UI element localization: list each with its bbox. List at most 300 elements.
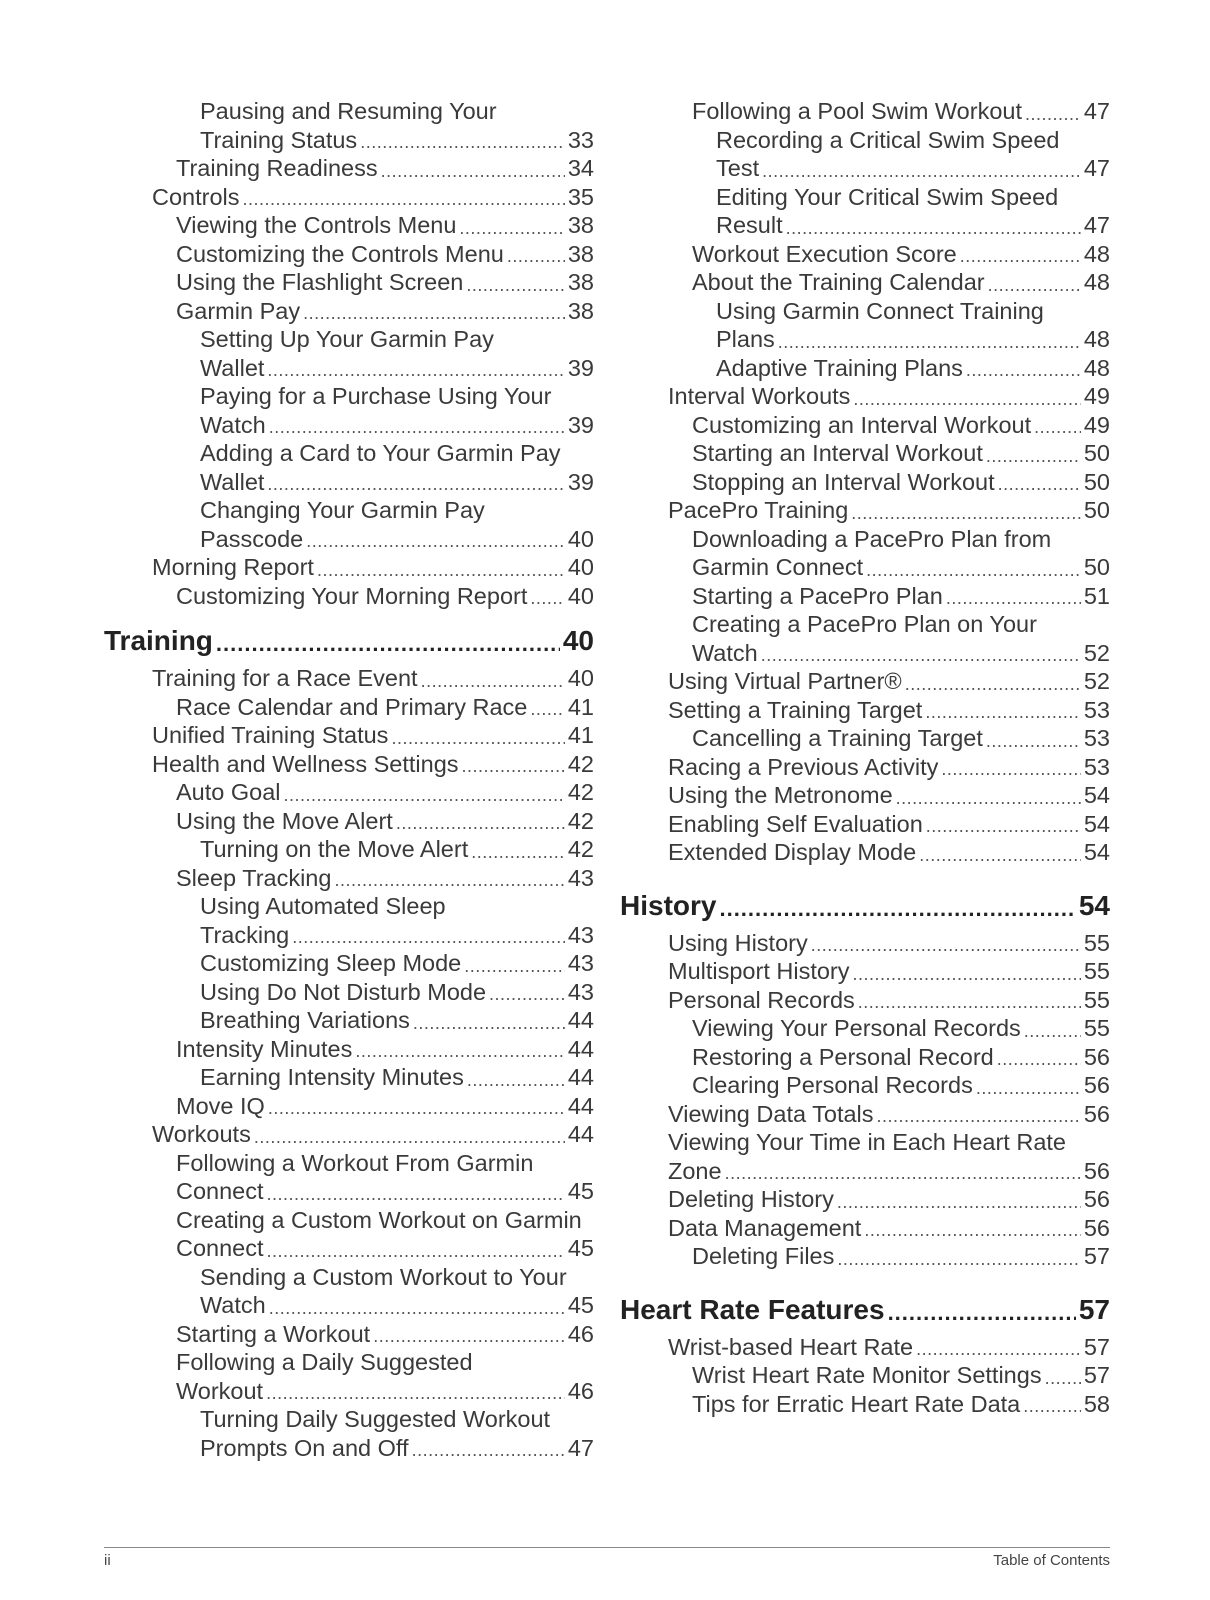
- toc-entry-title: Health and Wellness Settings: [152, 750, 459, 777]
- dot-leader: [360, 130, 565, 154]
- toc-page-number: 43: [567, 921, 594, 948]
- toc-page-number: 50: [1083, 554, 1110, 580]
- toc-page-number: 43: [567, 950, 594, 976]
- toc-page-number: 47: [1083, 155, 1110, 181]
- toc-page-number: 38: [567, 269, 594, 295]
- toc-entry-title: History: [620, 889, 717, 921]
- toc-page-number: 38: [567, 240, 594, 267]
- toc-page-number: 55: [1083, 986, 1110, 1013]
- dot-leader: [413, 1011, 565, 1035]
- toc-entry-title: Training Readiness: [176, 155, 378, 181]
- toc-entry[interactable]: [104, 892, 594, 949]
- toc-entry-title: Result: [716, 212, 783, 238]
- toc-entry[interactable]: [620, 297, 1110, 354]
- dot-leader: [786, 216, 1081, 240]
- toc-page-number: 57: [1078, 1293, 1110, 1325]
- toc-page-number: 40: [562, 625, 594, 656]
- toc-page-number: 42: [567, 807, 594, 834]
- toc-page-number: 45: [567, 1235, 594, 1261]
- toc-entry[interactable]: [620, 1128, 1110, 1185]
- dot-leader: [471, 840, 565, 864]
- dot-leader: [243, 187, 565, 211]
- toc-entry[interactable]: [620, 810, 1110, 839]
- toc-entry-title: Extended Display Mode: [668, 839, 917, 865]
- toc-entry-title: Viewing Data Totals: [668, 1100, 874, 1127]
- dot-leader: [851, 501, 1081, 525]
- toc-page-number: 56: [1083, 1157, 1110, 1184]
- toc-entry[interactable]: [104, 382, 594, 439]
- dot-leader: [284, 783, 565, 807]
- dot-leader: [421, 669, 565, 693]
- dot-leader: [267, 1239, 565, 1263]
- dot-leader: [269, 415, 565, 439]
- toc-entry[interactable]: [620, 610, 1110, 667]
- toc-page-number: 43: [567, 864, 594, 891]
- toc-chapter-heading[interactable]: [620, 889, 1110, 923]
- toc-chapter-heading[interactable]: [620, 1293, 1110, 1327]
- toc-entry-title: Tips for Erratic Heart Rate Data: [692, 1390, 1021, 1417]
- toc-entry[interactable]: [104, 211, 594, 240]
- toc-page-number: 52: [1083, 639, 1110, 666]
- toc-page-number: 39: [567, 468, 594, 495]
- toc-entry[interactable]: [620, 382, 1110, 411]
- dot-leader: [858, 990, 1081, 1014]
- toc-page-number: 54: [1083, 810, 1110, 837]
- footer-section-title: Table of Contents: [993, 1552, 1110, 1569]
- toc-entry[interactable]: [104, 807, 594, 836]
- toc-entry[interactable]: [104, 978, 594, 1007]
- toc-page-number: 33: [567, 126, 594, 153]
- toc-entry[interactable]: [620, 957, 1110, 986]
- toc-entry[interactable]: [104, 1063, 594, 1092]
- toc-entry[interactable]: [620, 1214, 1110, 1243]
- dot-leader: [266, 1381, 565, 1405]
- toc-page-number: 54: [1083, 839, 1110, 865]
- toc-entry-title: Wallet: [200, 468, 265, 495]
- toc-entry[interactable]: [104, 835, 594, 864]
- toc-entry[interactable]: [104, 325, 594, 382]
- toc-page-number: 51: [1083, 582, 1110, 609]
- toc-entry[interactable]: [620, 183, 1110, 240]
- toc-entry[interactable]: [620, 929, 1110, 958]
- toc-page-number: 50: [1083, 440, 1110, 466]
- dot-leader: [919, 843, 1081, 867]
- toc-entry-title: Unified Training Status: [152, 722, 389, 748]
- toc-entry-title: Customizing the Controls Menu: [176, 240, 504, 267]
- toc-page-number: 40: [567, 582, 594, 609]
- dot-leader: [530, 586, 564, 610]
- toc-page-number: 50: [1083, 468, 1110, 495]
- dot-leader: [837, 1247, 1080, 1271]
- toc-entry-title: Starting a Workout: [176, 1320, 371, 1347]
- dot-leader: [877, 1104, 1081, 1128]
- dot-leader: [986, 729, 1081, 753]
- toc-page-number: 42: [567, 750, 594, 777]
- toc-page-number: 45: [567, 1292, 594, 1318]
- toc-entry-title: Using the Metronome: [668, 782, 893, 808]
- toc-entry-title: Deleting History: [668, 1186, 834, 1212]
- toc-entry[interactable]: [620, 838, 1110, 867]
- toc-entry-title-line: Changing Your Garmin Pay: [200, 497, 485, 523]
- toc-entry-title-line: Viewing Your Time in Each Heart Rate: [668, 1129, 1066, 1155]
- toc-entry[interactable]: [620, 525, 1110, 582]
- toc-entry[interactable]: [104, 721, 594, 750]
- toc-entry-title: Turning on the Move Alert: [200, 836, 469, 862]
- toc-entry[interactable]: [104, 183, 594, 212]
- toc-entry[interactable]: [104, 1006, 594, 1035]
- toc-entry[interactable]: [104, 750, 594, 779]
- toc-entry-title: Multisport History: [668, 958, 850, 984]
- dot-leader: [1023, 1394, 1081, 1418]
- toc-entry-title: Wrist-based Heart Rate: [668, 1333, 914, 1360]
- toc-page-number: 48: [1083, 269, 1110, 295]
- dot-leader: [896, 786, 1081, 810]
- toc-page-number: 41: [567, 693, 594, 720]
- dot-leader: [719, 895, 1075, 923]
- dot-leader: [916, 1337, 1081, 1361]
- toc-entry-title-line: Editing Your Critical Swim Speed: [716, 183, 1059, 210]
- dot-leader: [334, 868, 564, 892]
- toc-entry[interactable]: [620, 1043, 1110, 1072]
- dot-leader: [466, 273, 564, 297]
- toc-entry-title: Using the Move Alert: [176, 807, 393, 834]
- toc-entry[interactable]: [620, 496, 1110, 525]
- toc-page-number: 57: [1083, 1362, 1110, 1388]
- toc-entry-title-line: Paying for a Purchase Using Your: [200, 383, 552, 409]
- dot-leader: [811, 933, 1081, 957]
- dot-leader: [925, 700, 1081, 724]
- toc-left-column: [104, 97, 594, 1462]
- toc-entry[interactable]: [104, 778, 594, 807]
- toc-entry[interactable]: [620, 268, 1110, 297]
- toc-entry[interactable]: [620, 1390, 1110, 1419]
- dot-leader: [530, 697, 565, 721]
- toc-entry[interactable]: [104, 297, 594, 326]
- dot-leader: [254, 1125, 565, 1149]
- toc-entry[interactable]: [104, 1348, 594, 1405]
- toc-entry[interactable]: [620, 1014, 1110, 1043]
- toc-entry-title: Training for a Race Event: [152, 665, 418, 691]
- toc-entry[interactable]: [620, 667, 1110, 696]
- dot-leader: [355, 1039, 565, 1063]
- toc-entry[interactable]: [104, 268, 594, 297]
- toc-entry[interactable]: [620, 753, 1110, 782]
- dot-leader: [381, 159, 565, 183]
- toc-entry-title-line: Adding a Card to Your Garmin Pay: [200, 440, 561, 466]
- toc-page-number: 49: [1083, 383, 1110, 409]
- toc-page-number: 56: [1083, 1186, 1110, 1212]
- dot-leader: [267, 472, 564, 496]
- toc-entry[interactable]: [620, 240, 1110, 269]
- toc-entry-title: Workout Execution Score: [692, 240, 957, 267]
- toc-page-number: 48: [1083, 326, 1110, 352]
- toc-entry-title-line: Sending a Custom Workout to Your: [200, 1263, 567, 1290]
- toc-entry[interactable]: [620, 1242, 1110, 1271]
- toc-entry-title: Watch: [200, 411, 266, 438]
- toc-page-number: 53: [1083, 725, 1110, 751]
- dot-leader: [303, 301, 565, 325]
- dot-leader: [373, 1324, 565, 1348]
- toc-page-number: 34: [567, 155, 594, 181]
- toc-page-number: 56: [1083, 1214, 1110, 1241]
- dot-leader: [837, 1190, 1081, 1214]
- toc-entry-title-line: Following a Daily Suggested: [176, 1349, 473, 1375]
- toc-page-number: 42: [567, 836, 594, 862]
- toc-page-number: 58: [1083, 1390, 1110, 1417]
- toc-entry-title: Setting a Training Target: [668, 696, 923, 723]
- toc-page-number: 54: [1083, 782, 1110, 808]
- toc-entry-title: PacePro Training: [668, 497, 849, 523]
- toc-entry-title: Using Virtual Partner®: [668, 668, 902, 694]
- toc-entry-title-line: Downloading a PacePro Plan from: [692, 525, 1052, 552]
- toc-entry-title: Passcode: [200, 525, 304, 552]
- dot-leader: [267, 1182, 565, 1206]
- dot-leader: [997, 1047, 1081, 1071]
- toc-page-number: 47: [1083, 98, 1110, 124]
- toc-page-number: 39: [567, 411, 594, 438]
- toc-entry-title: Zone: [668, 1157, 722, 1184]
- dot-leader: [396, 811, 565, 835]
- toc-entry[interactable]: [620, 1361, 1110, 1390]
- toc-entry[interactable]: [104, 1092, 594, 1121]
- toc-entry[interactable]: [620, 1071, 1110, 1100]
- toc-page-number: 52: [1083, 668, 1110, 694]
- toc-entry-title: Customizing an Interval Workout: [692, 411, 1032, 438]
- toc-entry[interactable]: [104, 1320, 594, 1349]
- dot-leader: [966, 358, 1081, 382]
- toc-entry-title: Training: [104, 625, 213, 656]
- toc-entry-title: About the Training Calendar: [692, 269, 985, 295]
- dot-leader: [1025, 102, 1081, 126]
- dot-leader: [464, 954, 565, 978]
- toc-entry-title: Controls: [152, 183, 240, 210]
- toc-entry[interactable]: [620, 126, 1110, 183]
- toc-entry-title: Wallet: [200, 354, 265, 381]
- toc-page-number: 44: [567, 1007, 594, 1033]
- toc-page-number: 49: [1083, 411, 1110, 438]
- dot-leader: [941, 757, 1080, 781]
- toc-entry[interactable]: [104, 664, 594, 693]
- toc-entry[interactable]: [104, 240, 594, 269]
- toc-entry-title: Using Do Not Disturb Mode: [200, 978, 487, 1005]
- toc-entry[interactable]: [104, 439, 594, 496]
- toc-entry[interactable]: [104, 1149, 594, 1206]
- toc-entry-title: Restoring a Personal Record: [692, 1043, 994, 1070]
- dot-leader: [926, 814, 1081, 838]
- toc-page-number: 53: [1083, 696, 1110, 723]
- toc-entry[interactable]: [104, 1120, 594, 1149]
- toc-page-number: 55: [1083, 1015, 1110, 1041]
- toc-page-number: 47: [1083, 212, 1110, 238]
- toc-entry[interactable]: [104, 97, 594, 154]
- toc-entry[interactable]: [104, 949, 594, 978]
- footer-divider: [104, 1547, 1110, 1548]
- toc-entry[interactable]: [620, 724, 1110, 753]
- dot-leader: [888, 1299, 1076, 1327]
- toc-entry-title: Move IQ: [176, 1092, 265, 1119]
- dot-leader: [866, 558, 1081, 582]
- toc-entry-title: Connect: [176, 1178, 264, 1204]
- toc-entry-title: Training Status: [200, 126, 358, 153]
- toc-page-number: 46: [567, 1377, 594, 1404]
- toc-entry-title: Cancelling a Training Target: [692, 725, 983, 751]
- dot-leader: [762, 159, 1081, 183]
- dot-leader: [864, 1218, 1081, 1242]
- toc-entry[interactable]: [104, 864, 594, 893]
- toc-entry-title: Using History: [668, 929, 808, 956]
- toc-page-number: 42: [567, 779, 594, 805]
- dot-leader: [960, 244, 1081, 268]
- toc-page-number: 44: [567, 1064, 594, 1090]
- toc-entry-title-line: Creating a PacePro Plan on Your: [692, 611, 1037, 637]
- toc-page-number: 44: [567, 1121, 594, 1147]
- toc-entry-title: Heart Rate Features: [620, 1293, 885, 1325]
- dot-leader: [267, 358, 564, 382]
- toc-entry[interactable]: [104, 1263, 594, 1320]
- toc-page-number: 45: [567, 1178, 594, 1204]
- dot-leader: [292, 925, 565, 949]
- toc-page-number: 44: [567, 1035, 594, 1062]
- toc-page-number: 50: [1083, 497, 1110, 523]
- toc-entry-title-line: Following a Workout From Garmin: [176, 1149, 534, 1176]
- toc-chapter-heading[interactable]: [104, 624, 594, 658]
- toc-entry-title: Garmin Connect: [692, 554, 864, 580]
- toc-page-number: 57: [1083, 1243, 1110, 1269]
- toc-entry-title: Customizing Your Morning Report: [176, 582, 528, 609]
- dot-leader: [976, 1076, 1081, 1100]
- toc-entry-title: Tracking: [200, 921, 290, 948]
- toc-entry-title: Using the Flashlight Screen: [176, 269, 464, 295]
- toc-entry[interactable]: [620, 1185, 1110, 1214]
- dot-leader: [725, 1161, 1081, 1185]
- toc-entry[interactable]: [104, 1206, 594, 1263]
- toc-entry[interactable]: [104, 496, 594, 553]
- toc-entry[interactable]: [104, 1035, 594, 1064]
- toc-page-number: 48: [1083, 240, 1110, 267]
- dot-leader: [269, 1296, 565, 1320]
- dot-leader: [988, 273, 1081, 297]
- toc-page-number: 56: [1083, 1072, 1110, 1098]
- toc-entry[interactable]: [620, 1333, 1110, 1362]
- toc-page-number: 55: [1083, 958, 1110, 984]
- toc-entry[interactable]: [620, 411, 1110, 440]
- toc-entry[interactable]: [104, 693, 594, 722]
- toc-entry[interactable]: [620, 97, 1110, 126]
- toc-entry-title: Workouts: [152, 1121, 251, 1147]
- toc-entry-title: Personal Records: [668, 986, 855, 1013]
- dot-leader: [489, 982, 565, 1006]
- dot-leader: [507, 244, 565, 268]
- toc-entry-title: Deleting Files: [692, 1243, 835, 1269]
- dot-leader: [946, 586, 1081, 610]
- dot-leader: [467, 1068, 565, 1092]
- toc-entry[interactable]: [620, 354, 1110, 383]
- dot-leader: [905, 672, 1081, 696]
- toc-entry-title: Earning Intensity Minutes: [200, 1064, 464, 1090]
- toc-page-number: 56: [1083, 1043, 1110, 1070]
- toc-entry[interactable]: [620, 468, 1110, 497]
- toc-entry-title: Watch: [200, 1292, 266, 1318]
- toc-entry-title-line: Creating a Custom Workout on Garmin: [176, 1206, 582, 1233]
- toc-entry[interactable]: [620, 1100, 1110, 1129]
- toc-entry-title: Auto Goal: [176, 779, 281, 805]
- toc-entry[interactable]: [620, 781, 1110, 810]
- toc-entry-title-line: Using Garmin Connect Training: [716, 297, 1044, 324]
- toc-entry[interactable]: [104, 154, 594, 183]
- toc-entry-title: Racing a Previous Activity: [668, 753, 939, 780]
- toc-entry[interactable]: [620, 439, 1110, 468]
- toc-page-number: 47: [567, 1434, 594, 1461]
- dot-leader: [853, 387, 1080, 411]
- toc-entry-title-line: Recording a Critical Swim Speed: [716, 126, 1060, 153]
- toc-entry-title: Following a Pool Swim Workout: [692, 98, 1022, 124]
- toc-page-number: 55: [1083, 929, 1110, 956]
- toc-page-number: 46: [567, 1320, 594, 1347]
- toc-entry-title: Test: [716, 155, 760, 181]
- toc-entry[interactable]: [104, 1405, 594, 1462]
- toc-entry-title-line: Setting Up Your Garmin Pay: [200, 326, 494, 352]
- dot-leader: [412, 1438, 565, 1462]
- toc-entry[interactable]: [104, 553, 594, 582]
- dot-leader: [778, 330, 1081, 354]
- toc-entry-title-line: Pausing and Resuming Your: [200, 98, 497, 124]
- toc-entry-title: Breathing Variations: [200, 1007, 410, 1033]
- dot-leader: [216, 630, 560, 658]
- dot-leader: [462, 754, 565, 778]
- dot-leader: [1034, 415, 1081, 439]
- toc-page-number: 35: [567, 183, 594, 210]
- toc-right-column: [620, 97, 1110, 1418]
- toc-page-number: 38: [567, 212, 594, 238]
- toc-page-number: 41: [567, 722, 594, 748]
- dot-leader: [998, 472, 1081, 496]
- toc-entry-title: Customizing Sleep Mode: [200, 950, 462, 976]
- toc-entry-title: Enabling Self Evaluation: [668, 810, 923, 837]
- toc-entry-title: Stopping an Interval Workout: [692, 468, 995, 495]
- toc-entry-title: Starting a PacePro Plan: [692, 582, 943, 609]
- dot-leader: [761, 643, 1081, 667]
- toc-entry-title: Data Management: [668, 1214, 862, 1241]
- toc-entry-title: Wrist Heart Rate Monitor Settings: [692, 1362, 1042, 1388]
- toc-page-number: 43: [567, 978, 594, 1005]
- toc-entry-title: Plans: [716, 326, 775, 352]
- toc-page-number: 44: [567, 1092, 594, 1119]
- toc-entry[interactable]: [620, 582, 1110, 611]
- dot-leader: [306, 529, 565, 553]
- toc-entry-title: Viewing Your Personal Records: [692, 1015, 1021, 1041]
- toc-entry-title: Prompts On and Off: [200, 1434, 409, 1461]
- toc-entry-title: Morning Report: [152, 554, 314, 580]
- dot-leader: [459, 216, 564, 240]
- toc-page-number: 40: [567, 525, 594, 552]
- toc-entry-title: Clearing Personal Records: [692, 1072, 973, 1098]
- dot-leader: [853, 962, 1081, 986]
- toc-entry[interactable]: [620, 696, 1110, 725]
- toc-page-number: 48: [1083, 354, 1110, 381]
- toc-page-number: 40: [567, 554, 594, 580]
- toc-page-number: 56: [1083, 1100, 1110, 1127]
- toc-entry-title: Starting an Interval Workout: [692, 440, 983, 466]
- toc-entry-title: Interval Workouts: [668, 383, 851, 409]
- toc-entry[interactable]: [104, 582, 594, 611]
- toc-entry-title: Race Calendar and Primary Race: [176, 693, 528, 720]
- toc-entry-title: Connect: [176, 1235, 264, 1261]
- toc-entry-title: Garmin Pay: [176, 297, 301, 324]
- dot-leader: [391, 726, 564, 750]
- toc-entry-title: Adaptive Training Plans: [716, 354, 963, 381]
- toc-entry[interactable]: [620, 986, 1110, 1015]
- toc-page-number: 40: [567, 665, 594, 691]
